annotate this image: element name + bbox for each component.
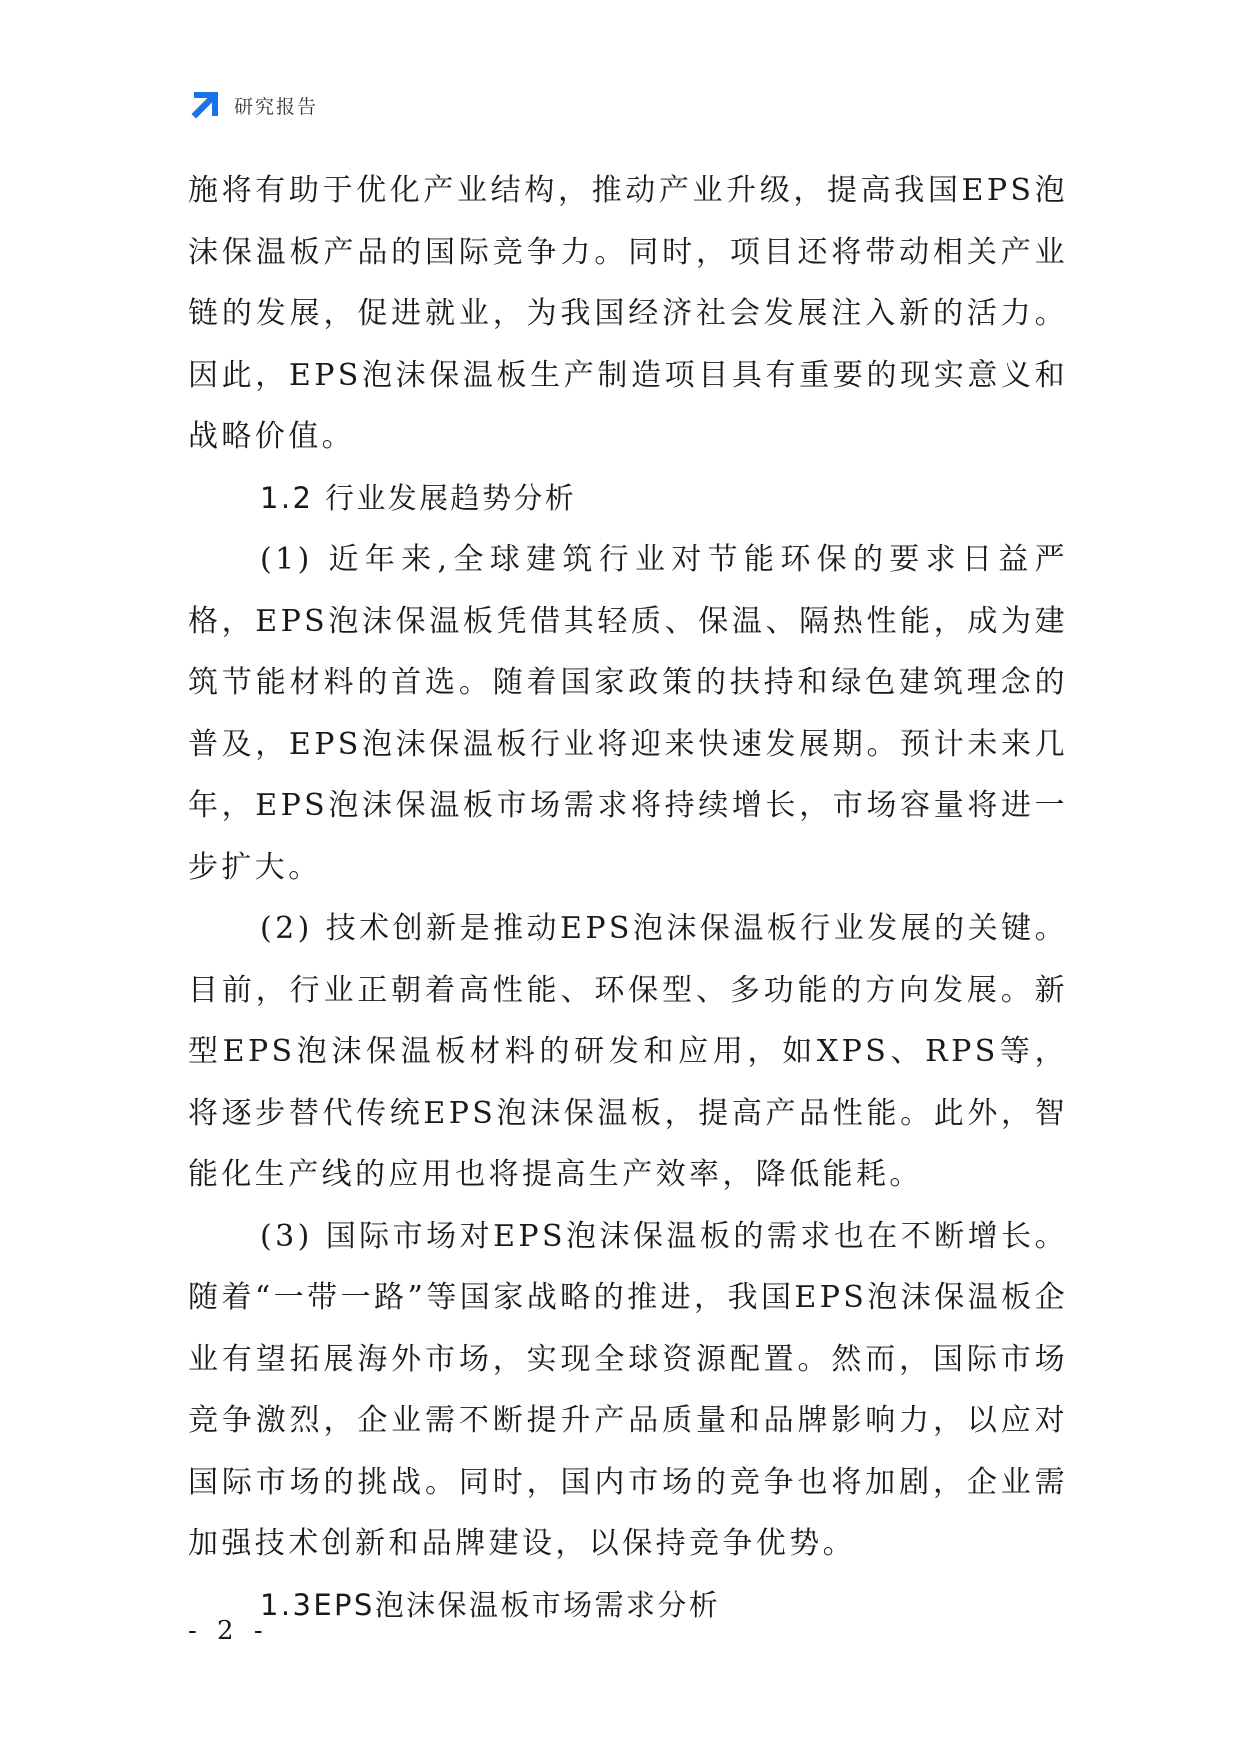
document-body [188, 160, 1068, 1636]
arrow-up-right-icon [188, 88, 222, 122]
page-number: - 2 - [188, 1616, 269, 1646]
paragraph-1: 施将有助于优化产业结构，推动产业升级，提高我国EPS泡沫保温板产品的国际竞争力。同时，项目还将带动相关产业链的发展，促进就业，为我国经济社会发展注入新的活力。因此，EPS泡沫保温板生产制造项目具有重要的现实意义和战略价值。 [188, 173, 1068, 454]
section-heading-1-3: 1.3EPS泡沫保温板市场需求分析 [260, 1587, 721, 1622]
header-title: 研究报告 [234, 95, 319, 118]
paragraph-4: (3) 国际市场对EPS泡沫保温板的需求也在不断增长。随着“一带一路”等国家战略的推进，我国EPS泡沫保温板企业有望拓展海外市场，实现全球资源配置。然而，国际市场竞争激烈，企业需不断提升产品质量和品牌影响力，以应对国际市场的挑战。同时，国内市场的竞争也将加剧，企业需加强技术创新和品牌建设，以保持竞争优势。 [188, 1218, 1068, 1561]
report-header [188, 88, 318, 122]
paragraph-3: (2) 技术创新是推动EPS泡沫保温板行业发展的关键。目前，行业正朝着高性能、环保型、多功能的方向发展。新型EPS泡沫保温板材料的研发和应用，如XPS、RPS等，将逐步替代传统EPS泡沫保温板，提高产品性能。此外，智能化生产线的应用也将提高生产效率，降低能耗。 [188, 911, 1068, 1192]
paragraph-2: (1) 近年来,全球建筑行业对节能环保的要求日益严格，EPS泡沫保温板凭借其轻质、保温、隔热性能，成为建筑节能材料的首选。随着国家政策的扶持和绿色建筑理念的普及，EPS泡沫保温板行业将迎来快速发展期。预计未来几年，EPS泡沫保温板市场需求将持续增长，市场容量将进一步扩大。 [188, 542, 1068, 885]
section-heading-1-2: 1.2 行业发展趋势分析 [260, 480, 577, 515]
